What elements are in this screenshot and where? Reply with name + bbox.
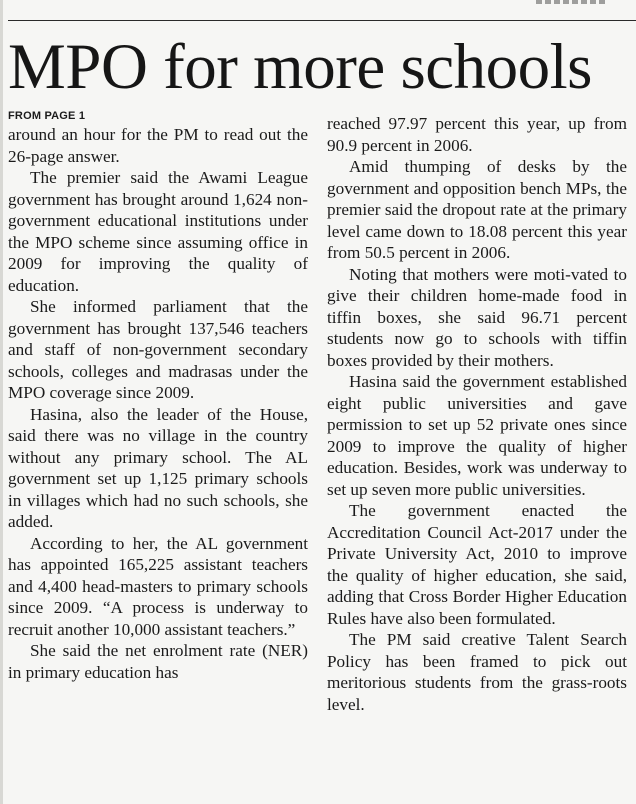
page-edge <box>0 0 3 804</box>
right-column <box>327 113 627 715</box>
paragraph: She said the net enrolment rate (NER) in primary education has <box>8 641 308 682</box>
paragraph: The PM said creative Talent Search Policy has been framed to pick out meritorious students from the grass-roots level. <box>327 630 627 714</box>
paragraph: reached 97.97 percent this year, up from 90.9 percent in 2006. <box>327 114 627 155</box>
paragraph: Amid thumping of desks by the government and opposition bench MPs, the premier said the dropout rate at the primary level came down to 18.08 percent this year from 50.5 percent in 2006. <box>327 157 627 262</box>
paragraph: around an hour for the PM to read out the 26-page answer. <box>8 125 308 166</box>
paragraph: She informed parliament that the government has brought 137,546 teachers and staff of non-government secondary schools, colleges and madrasas under the MPO coverage since 2009. <box>8 297 308 402</box>
left-column <box>8 110 308 683</box>
continued-from-label: FROM PAGE 1 <box>8 110 86 122</box>
paragraph: Hasina, also the leader of the House, said there was no village in the country without any primary school. The AL government set up 1,125 primary schools in villages which had no such schools, she added. <box>8 404 308 531</box>
headline: MPO for more schools <box>8 31 592 103</box>
paragraph: Hasina said the government established eight public universities and gave permission to set up 52 private ones since 2009 to improve the quality of higher education. Besides, work was underway to set up seven more public universities. <box>327 372 627 499</box>
paragraph: Noting that mothers were moti-vated to give their children home-made food in tiffin boxes, she said 96.71 percent students now go to schools with tiffin boxes provided by their mothers. <box>327 264 627 370</box>
paragraph: According to her, the AL government has appointed 165,225 assistant teachers and 4,400 head-masters to primary schools since 2009. “A process is underway to recruit another 10,000 assistant teachers.” <box>8 533 308 639</box>
paragraph: The government enacted the Accreditation Council Act-2017 under the Private University Act, 2010 to improve the quality of higher education, she said, adding that Cross Border Higher Education Rules have also been formulated. <box>327 501 627 628</box>
clipped-top-text <box>536 0 606 4</box>
paragraph: The premier said the Awami League government has brought around 1,624 non-government educational institutions under the MPO scheme since assuming office in 2009 for improving the quality of education. <box>8 168 308 295</box>
top-divider <box>8 20 636 21</box>
